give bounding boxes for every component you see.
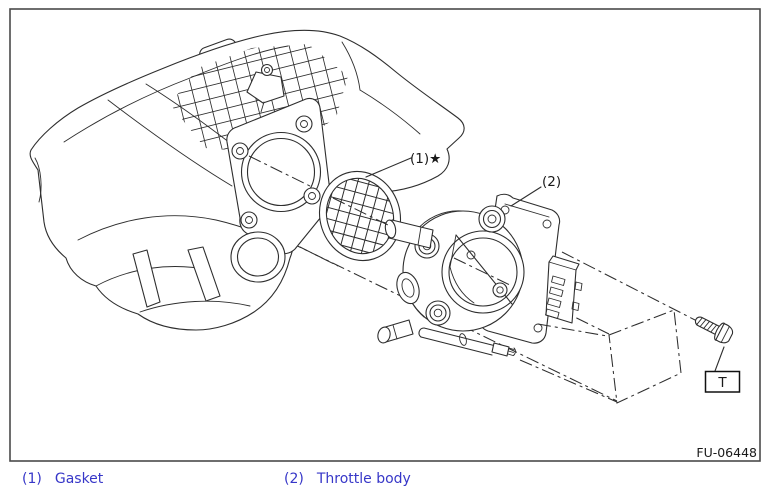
torque-box-label: T	[718, 375, 727, 391]
callout-2-label: (2)	[542, 174, 562, 190]
legend-ref-1: (1)	[22, 471, 42, 487]
callout-1-label: (1)★	[410, 151, 442, 167]
manifold-lower-port	[231, 232, 285, 282]
legend-item-gasket	[22, 471, 103, 487]
legend-name-1: Gasket	[54, 471, 104, 487]
legend-ref-2: (2)	[284, 471, 304, 487]
figure-code: FU-06448	[696, 445, 757, 460]
legend-name-2: Throttle body	[316, 471, 411, 487]
figure-legend	[0, 471, 772, 495]
legend-item-throttle-body	[284, 471, 411, 487]
